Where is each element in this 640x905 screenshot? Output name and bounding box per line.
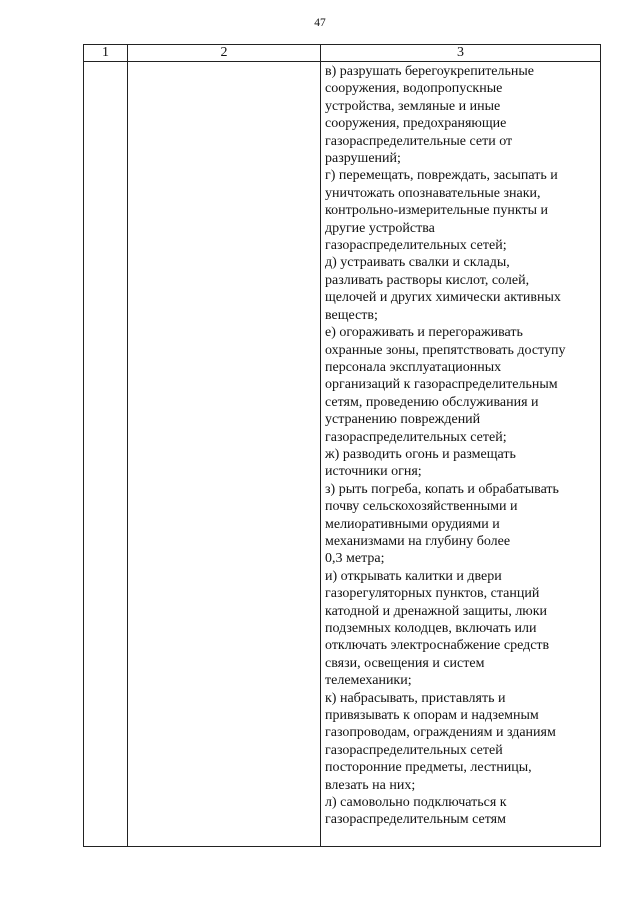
text-line: мелиоративными орудиями и: [325, 516, 500, 532]
text-line: устройства, земляные и иные: [325, 98, 501, 114]
text-line: д) устраивать свалки и склады,: [325, 255, 510, 271]
text-line: разрушений;: [325, 151, 401, 167]
column-2-cell: [128, 62, 321, 847]
column-1-cell: [84, 62, 128, 847]
text-line: газораспределительным сетям: [325, 812, 506, 828]
text-line: механизмами на глубину более: [325, 533, 511, 549]
text-line: щелочей и других химически активных: [325, 290, 561, 306]
text-line: телемеханики;: [325, 673, 412, 689]
text-line: к) набрасывать, приставлять и: [325, 690, 506, 706]
column-header-2: 2: [128, 45, 321, 62]
text-line: персонала эксплуатационных: [325, 359, 502, 375]
text-line: другие устройства: [325, 220, 435, 236]
text-line: е) огораживать и перегораживать: [325, 325, 523, 341]
text-line: подземных колодцев, включать или: [325, 621, 537, 636]
text-line: посторонние предметы, лестницы,: [325, 760, 532, 776]
column-header-1: 1: [84, 45, 128, 62]
text-line: газопроводам, ограждениям и зданиям: [325, 725, 556, 741]
text-line: влезать на них;: [325, 777, 416, 793]
text-line: охранные зоны, препятствовать доступу: [325, 342, 566, 358]
text-line: уничтожать опознавательные знаки,: [325, 185, 541, 201]
column-3-text: [321, 62, 600, 829]
table-row: [84, 62, 601, 847]
text-line: связи, освещения и систем: [325, 655, 485, 671]
text-line: газораспределительные сети от: [325, 133, 513, 149]
text-line: разливать растворы кислот, солей,: [325, 272, 530, 288]
text-line: л) самовольно подключаться к: [325, 795, 507, 811]
text-line: г) перемещать, повреждать, засыпать и: [325, 168, 558, 184]
text-line: устранению повреждений: [325, 412, 481, 428]
text-line: газораспределительных сетей;: [325, 238, 507, 254]
text-line: з) рыть погреба, копать и обрабатывать: [325, 481, 559, 497]
text-line: сооружения, предохраняющие: [325, 116, 507, 132]
text-line: источники огня;: [325, 464, 422, 480]
text-line: 0,3 метра;: [325, 551, 385, 567]
column-header-3: 3: [321, 45, 601, 62]
text-line: привязывать к опорам и надземным: [325, 708, 539, 724]
text-line: сетям, проведению обслуживания и: [325, 394, 539, 410]
text-line: и) открывать калитки и двери: [325, 568, 502, 584]
text-line: газораспределительных сетей;: [325, 429, 507, 445]
text-line: сооружения, водопропускные: [325, 81, 503, 97]
table-header-row: [84, 45, 601, 62]
text-line: веществ;: [325, 307, 378, 323]
text-line: катодной и дренажной защиты, люки: [325, 603, 548, 619]
text-line: газораспределительных сетей: [325, 742, 503, 758]
text-line: газорегуляторных пунктов, станций: [325, 586, 540, 602]
text-line: почву сельскохозяйственными и: [325, 499, 518, 515]
document-table: [83, 44, 601, 847]
text-line: отключать электроснабжение средств: [325, 638, 550, 654]
column-3-cell: [321, 62, 601, 847]
text-line: ж) разводить огонь и размещать: [325, 446, 516, 462]
text-line: организаций к газораспределительным: [325, 377, 558, 393]
text-line: контрольно-измерительные пункты и: [325, 203, 549, 219]
text-line: в) разрушать берегоукрепительные: [325, 64, 535, 79]
page-number: 47: [314, 17, 326, 29]
